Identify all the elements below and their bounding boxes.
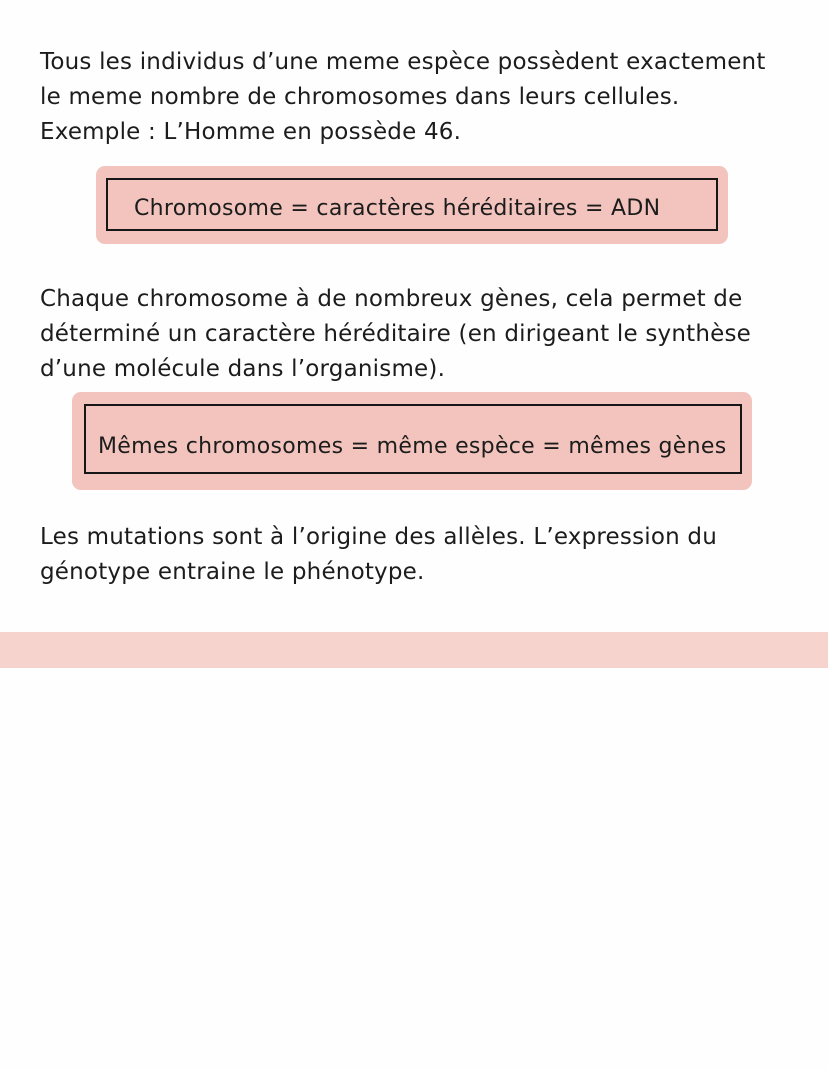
definition-text: Chromosome = caractères héréditaires = ADN xyxy=(134,196,661,221)
definition-text: Mêmes chromosomes = même espèce = mêmes gènes xyxy=(98,434,727,459)
text-line: Exemple : L’Homme en possède 46. xyxy=(40,119,462,145)
decorative-band xyxy=(0,632,828,668)
paragraph-chromosome-count xyxy=(40,45,766,150)
text-line: le meme nombre de chromosomes dans leurs cellules. xyxy=(40,84,680,110)
paragraph-genes xyxy=(40,282,751,387)
text-line: Chaque chromosome à de nombreux gènes, cela permet de xyxy=(40,286,743,312)
definition-box-chromosome xyxy=(96,166,732,246)
text-line: déterminé un caractère héréditaire (en dirigeant le synthèse xyxy=(40,321,752,347)
text-line: Tous les individus d’une meme espèce possèdent exactement xyxy=(40,49,766,75)
definition-box-species xyxy=(72,392,758,492)
text-line: génotype entraine le phénotype. xyxy=(40,559,425,585)
text-line: Les mutations sont à l’origine des allèles. L’expression du xyxy=(40,524,718,550)
text-line: d’une molécule dans l’organisme). xyxy=(40,356,446,382)
paragraph-mutations xyxy=(40,520,717,590)
